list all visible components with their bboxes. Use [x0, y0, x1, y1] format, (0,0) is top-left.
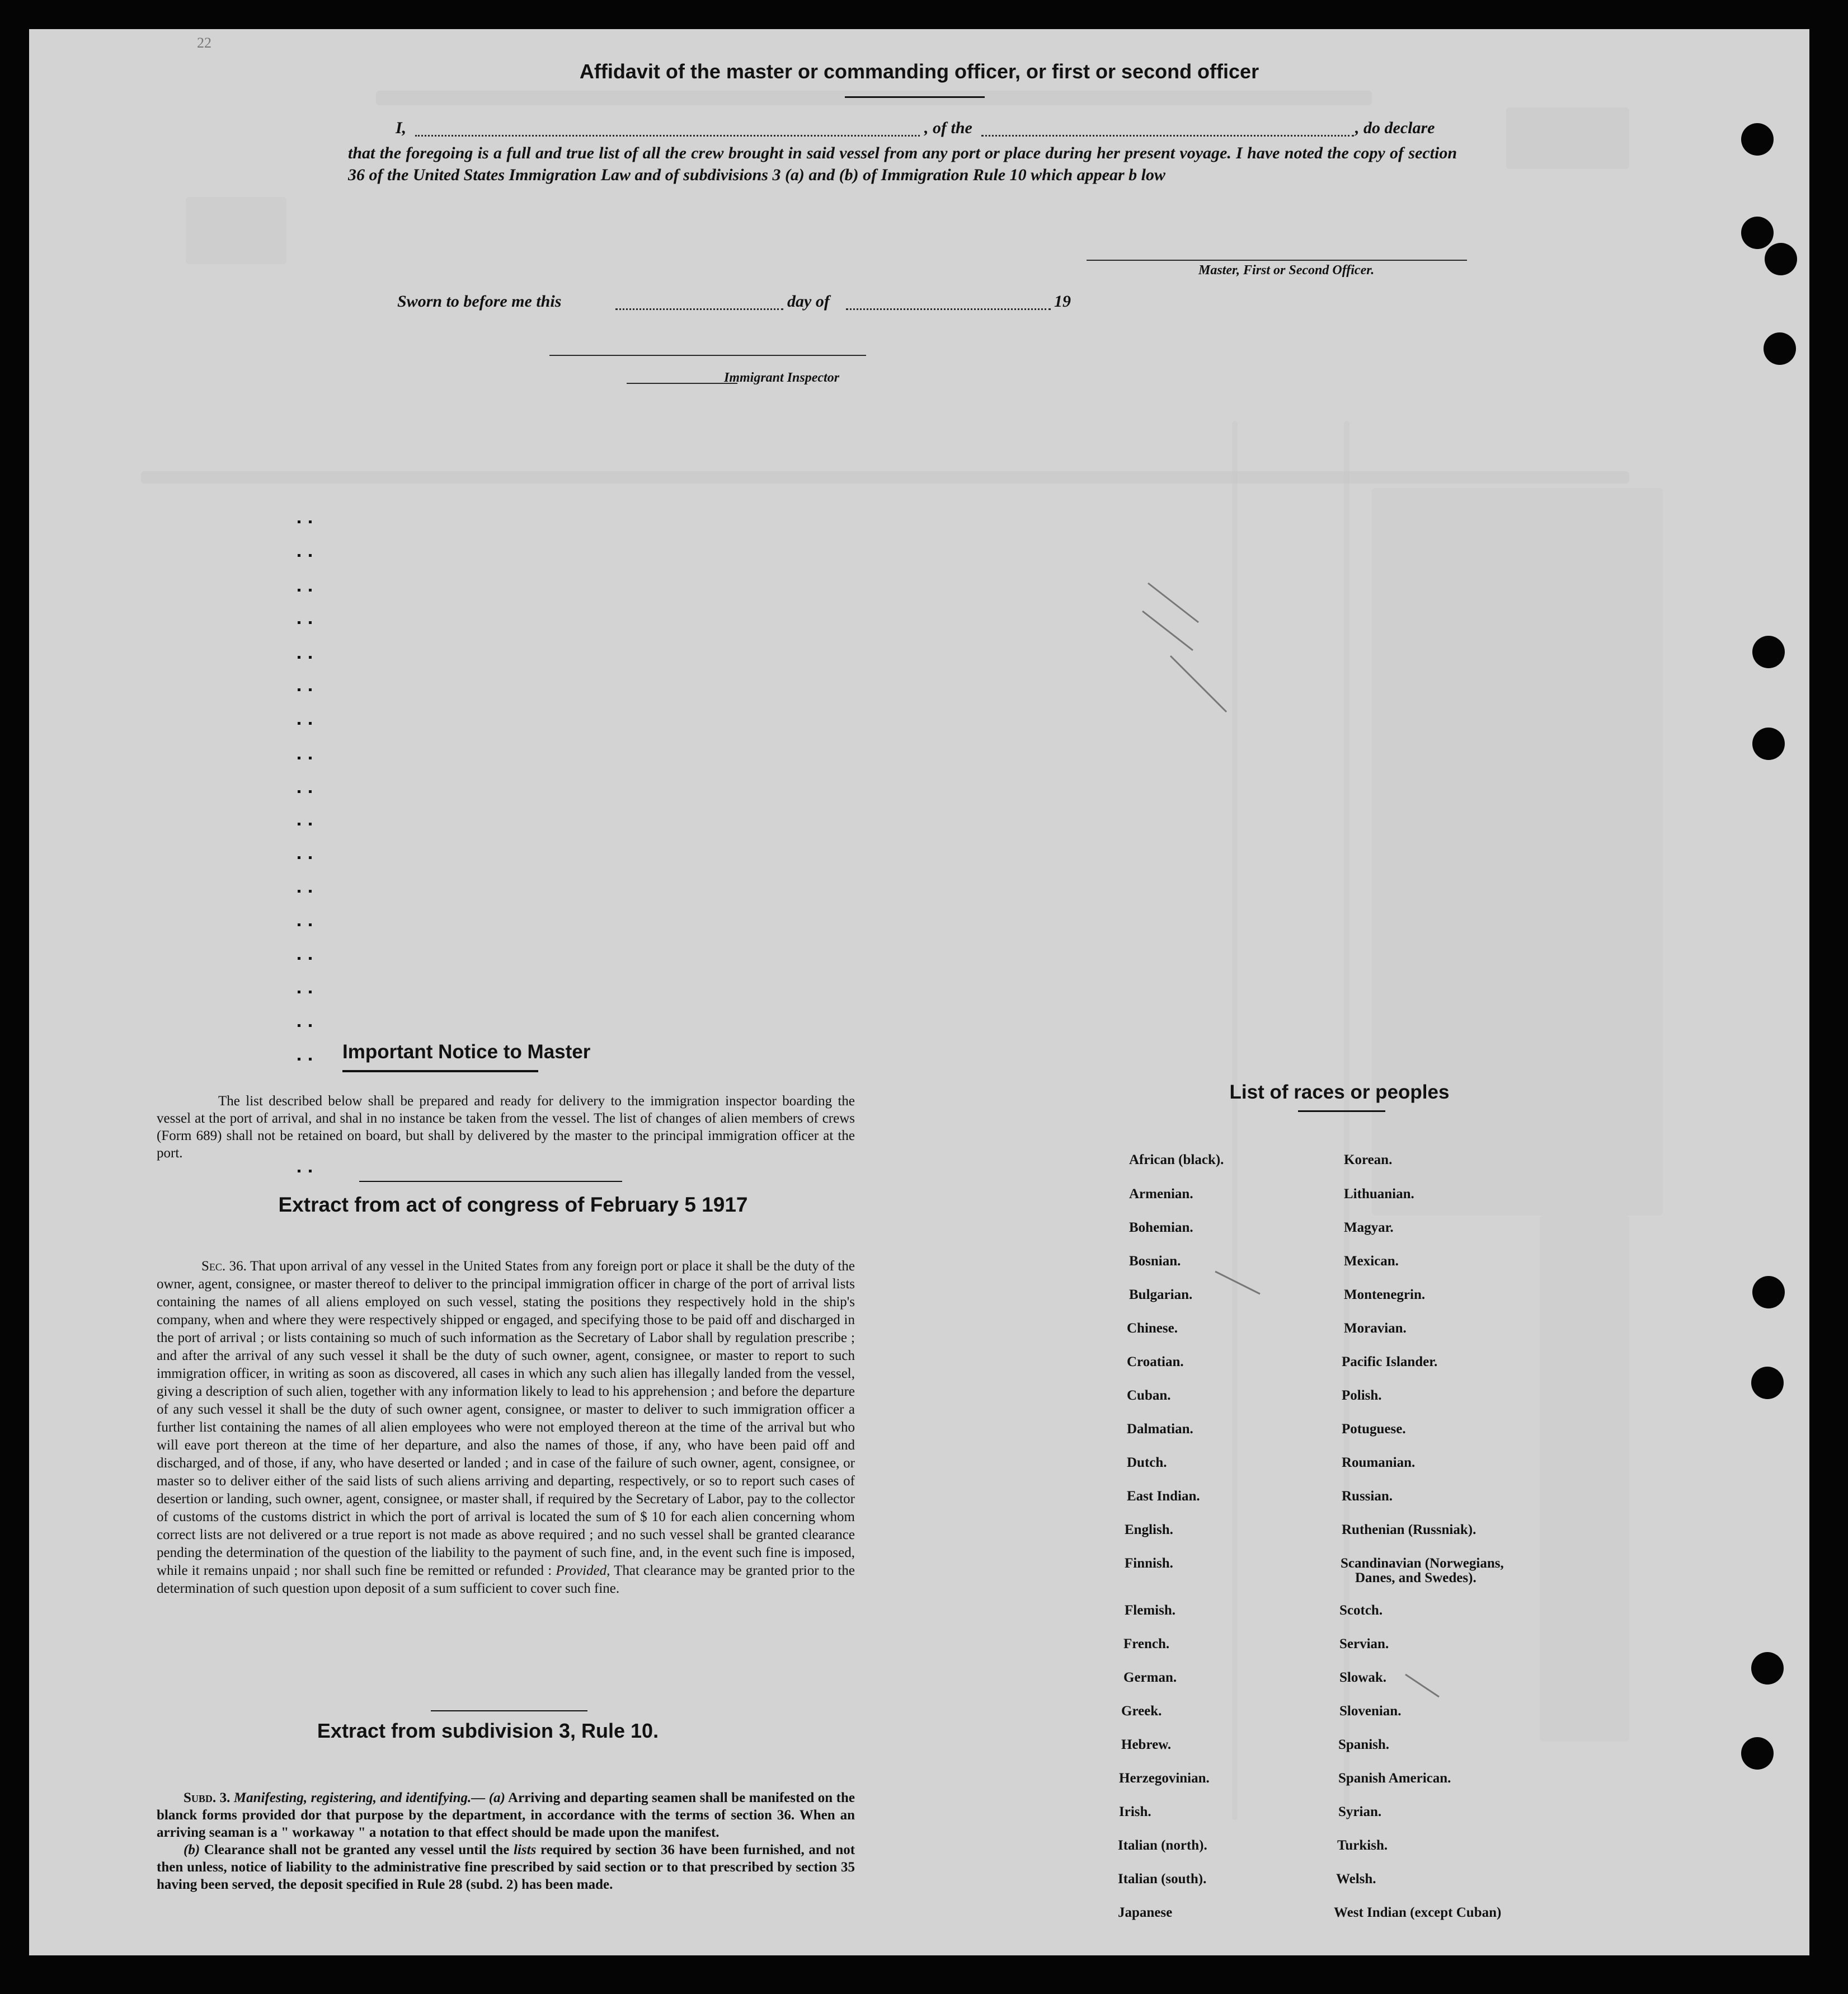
race-item: Scotch.: [1339, 1603, 1383, 1618]
race-item: Dutch.: [1127, 1455, 1167, 1470]
title-underline: [845, 96, 985, 98]
race-item: Moravian.: [1344, 1321, 1407, 1336]
sworn-month-line: [846, 308, 1051, 310]
section-36-body: That upon arrival of any vessel in the United States from any foreign port or place it shall be the duty of the owner, agent, consignee, or master thereof to deliver to the principal immigration officer in charge of the port of arrival lists containing the names of all aliens employed on such vessel, stating the positions they respectively hold in the ship's company, when and where they were respectively shipped or engaged, and specifying those to be paid off and discharged in the port of arrival ; or lists containing so much of such information as the Secretary of Labor shall by regulation prescribe ; and after the arrival of any such vessel it shall be the duty of such owner, agent, consignee, or master to report to such immigration officer, in writing as soon as discovered, all cases in which any such alien has illegally landed from the vessel, giving a description of such alien, together with any information likely to lead to his apprehension ; and before the departure of any such vessel it shall be the duty of such owner agent, consignee, or master to deliver to such immigration officer a further list containing the names of all alien employees who were not employed thereon at the time of the arrival but who will eave port thereon at the time of her departure, and also the names of those, if any, who have been paid off and discharged, and of those, if any, who have deserted or landed ; and in case of the failure of such owner, agent, consignee, or master so to deliver either of the said lists of such aliens arriving and departing, respectively, or so to report such cases of desertion or landing, such owner, agent, consignee, or master shall, if required by the Secretary of Labor, pay to the collector of customs of the customs district in which the port of arrival is located the sum of $ 10 for each alien concerning whom correct lists are not delivered or a true report is not made as above required ; and no such vessel shall be granted clearance pending the determination of the question of the liability to the payment of such fine, and, in the event such fine is imposed, while it remains unpaid ; nor shall such fine be remitted or refunded :: [157, 1259, 855, 1578]
rule-10-para-b: [157, 1841, 855, 1893]
notice-title-underline: [342, 1070, 538, 1072]
race-item: Bohemian.: [1129, 1220, 1193, 1235]
punch-hole: [1752, 728, 1785, 760]
punch-hole: [1751, 1652, 1784, 1685]
bleed-through-ditto-marks: [29, 29, 1809, 1955]
rule-10-para-a: [157, 1789, 855, 1841]
punch-hole: [1752, 636, 1785, 668]
inspector-signature-line: [549, 355, 866, 356]
race-item: Danes, and Swedes).: [1355, 1570, 1476, 1585]
race-item: Greek.: [1121, 1704, 1162, 1719]
race-item: Scandinavian (Norwegians,: [1341, 1556, 1504, 1571]
punch-hole: [1741, 1737, 1774, 1770]
race-item: Roumanian.: [1342, 1455, 1416, 1470]
race-item: Italian (north).: [1118, 1838, 1207, 1853]
punch-hole: [1741, 123, 1774, 156]
race-item: Slovenian.: [1339, 1704, 1402, 1719]
para-b-lead: (b): [184, 1842, 200, 1857]
race-item: Irish.: [1119, 1804, 1151, 1819]
race-item: Korean.: [1344, 1152, 1393, 1167]
signature-caption: Master, First or Second Officer.: [1198, 263, 1375, 278]
race-item: Hebrew.: [1121, 1737, 1172, 1752]
para-a-text: Arriving and departing seamen shall be manifested on the blanck forms provided dor that purpose by the department, in accordance with the terms of section 36. When an arriving seaman is a " workaway " a notation to that effect should be made upon the manifest.: [157, 1790, 855, 1840]
race-item: Bulgarian.: [1129, 1287, 1193, 1302]
race-item: Chinese.: [1127, 1321, 1178, 1336]
race-item: Croatian.: [1127, 1354, 1184, 1369]
sworn-label: Sworn to before me this: [397, 292, 562, 311]
race-item: German.: [1123, 1670, 1177, 1685]
section-36-end: That clearance may be granted prior to the determination of such question upon deposit of a sum sufficient to cover such fine.: [157, 1563, 855, 1596]
race-item: East Indian.: [1127, 1489, 1200, 1504]
divider: [359, 1181, 622, 1182]
para-b-lists: lists: [514, 1842, 537, 1857]
races-title: List of races or peoples: [1229, 1081, 1450, 1103]
para-b-text-1: Clearance shall not be granted any vessel until the: [204, 1842, 510, 1857]
race-item: Magyar.: [1344, 1220, 1394, 1235]
race-item: Polish.: [1342, 1388, 1382, 1403]
subd-lead: Subd. 3.: [184, 1790, 231, 1805]
race-item: Montenegrin.: [1344, 1287, 1426, 1302]
affidavit-i-label: I,: [396, 119, 407, 137]
affidavit-of-the-label: , of the: [924, 119, 972, 137]
inspector-short-line: [627, 383, 737, 384]
congress-extract-title: Extract from act of congress of February 5 1917: [278, 1193, 748, 1216]
race-item: Cuban.: [1127, 1388, 1171, 1403]
race-item: African (black).: [1129, 1152, 1224, 1167]
rule-extract-title: Extract from subdivision 3, Rule 10.: [317, 1719, 659, 1742]
inspector-caption: Immigrant Inspector: [724, 370, 840, 385]
race-item: Flemish.: [1125, 1603, 1175, 1618]
race-item: Mexican.: [1344, 1254, 1399, 1269]
race-item: Armenian.: [1129, 1186, 1193, 1202]
punch-hole: [1741, 217, 1774, 249]
rule-10-text: [157, 1789, 855, 1893]
affidavit-declare-label: , do declare: [1355, 119, 1435, 137]
race-item: Welsh.: [1336, 1871, 1376, 1887]
race-item: Finnish.: [1125, 1556, 1173, 1571]
race-item: Slowak.: [1339, 1670, 1387, 1685]
punch-hole: [1764, 332, 1796, 365]
race-item: French.: [1123, 1636, 1170, 1651]
race-item: Spanish.: [1338, 1737, 1390, 1752]
manifest-page: [29, 29, 1809, 1955]
race-item: Servian.: [1339, 1636, 1389, 1651]
races-title-underline: [1298, 1110, 1385, 1112]
vessel-name-line: [981, 135, 1354, 137]
race-item: Pacific Islander.: [1342, 1354, 1438, 1369]
para-b-text-2: required by section 36 have been furnished, and not then unless, notice of liability to the administrative fine prescribed by said section or to that prescribed by section 35 having been served, the deposit specified in Rule 28 (subd. 2) has been made.: [157, 1842, 855, 1892]
notice-title: Important Notice to Master: [342, 1041, 591, 1063]
race-item: Italian (south).: [1118, 1871, 1207, 1887]
race-item: Turkish.: [1337, 1838, 1388, 1853]
race-item: Bosnian.: [1129, 1254, 1181, 1269]
race-item: Dalmatian.: [1127, 1421, 1193, 1437]
year-label: 19: [1054, 292, 1071, 311]
notice-text: The list described below shall be prepared and ready for delivery to the immigration inspector boarding the vessel at the port of arrival, and shal in no instance be taken from the vessel. The list of changes of alien members of crews (Form 689) shall not be retained on board, but shall by delivered by the master to the principal immigration officer at the port.: [157, 1094, 855, 1161]
race-item: West Indian (except Cuban): [1334, 1905, 1502, 1920]
race-item: Syrian.: [1338, 1804, 1382, 1819]
punch-hole: [1765, 243, 1797, 275]
punch-hole: [1751, 1367, 1784, 1399]
master-name-line: [415, 135, 920, 137]
page-number-mark: 22: [197, 35, 211, 51]
race-item: Herzegovinian.: [1119, 1771, 1210, 1786]
punch-hole: [1752, 1276, 1785, 1308]
race-item: Spanish American.: [1338, 1771, 1451, 1786]
race-item: Ruthenian (Russniak).: [1342, 1522, 1476, 1537]
signature-line: [1087, 260, 1467, 261]
sworn-day-line: [615, 308, 783, 310]
affidavit-title: Affidavit of the master or commanding officer, or first or second officer: [579, 60, 1259, 83]
race-item: Russian.: [1342, 1489, 1393, 1504]
divider: [431, 1710, 587, 1711]
race-item: Lithuanian.: [1344, 1186, 1414, 1202]
day-of-label: day of: [787, 292, 830, 311]
section-36-text: [157, 1258, 855, 1598]
affidavit-statement: that the foregoing is a full and true list of all the crew brought in said vessel from any port or place during her present voyage. I have noted the copy of section 36 of the United States Immigration Law and of subdivisions 3 (a) and (b) of Immigration Rule 10 which appear b low: [348, 144, 1457, 184]
section-36-lead: Sec. 36.: [201, 1259, 247, 1274]
race-item: English.: [1125, 1522, 1173, 1537]
provided-word: Provided,: [556, 1563, 610, 1578]
subd-heading: Manifesting, registering, and identifying.— (a): [233, 1790, 505, 1805]
race-item: Potuguese.: [1342, 1421, 1406, 1437]
race-item: Japanese: [1118, 1905, 1173, 1920]
